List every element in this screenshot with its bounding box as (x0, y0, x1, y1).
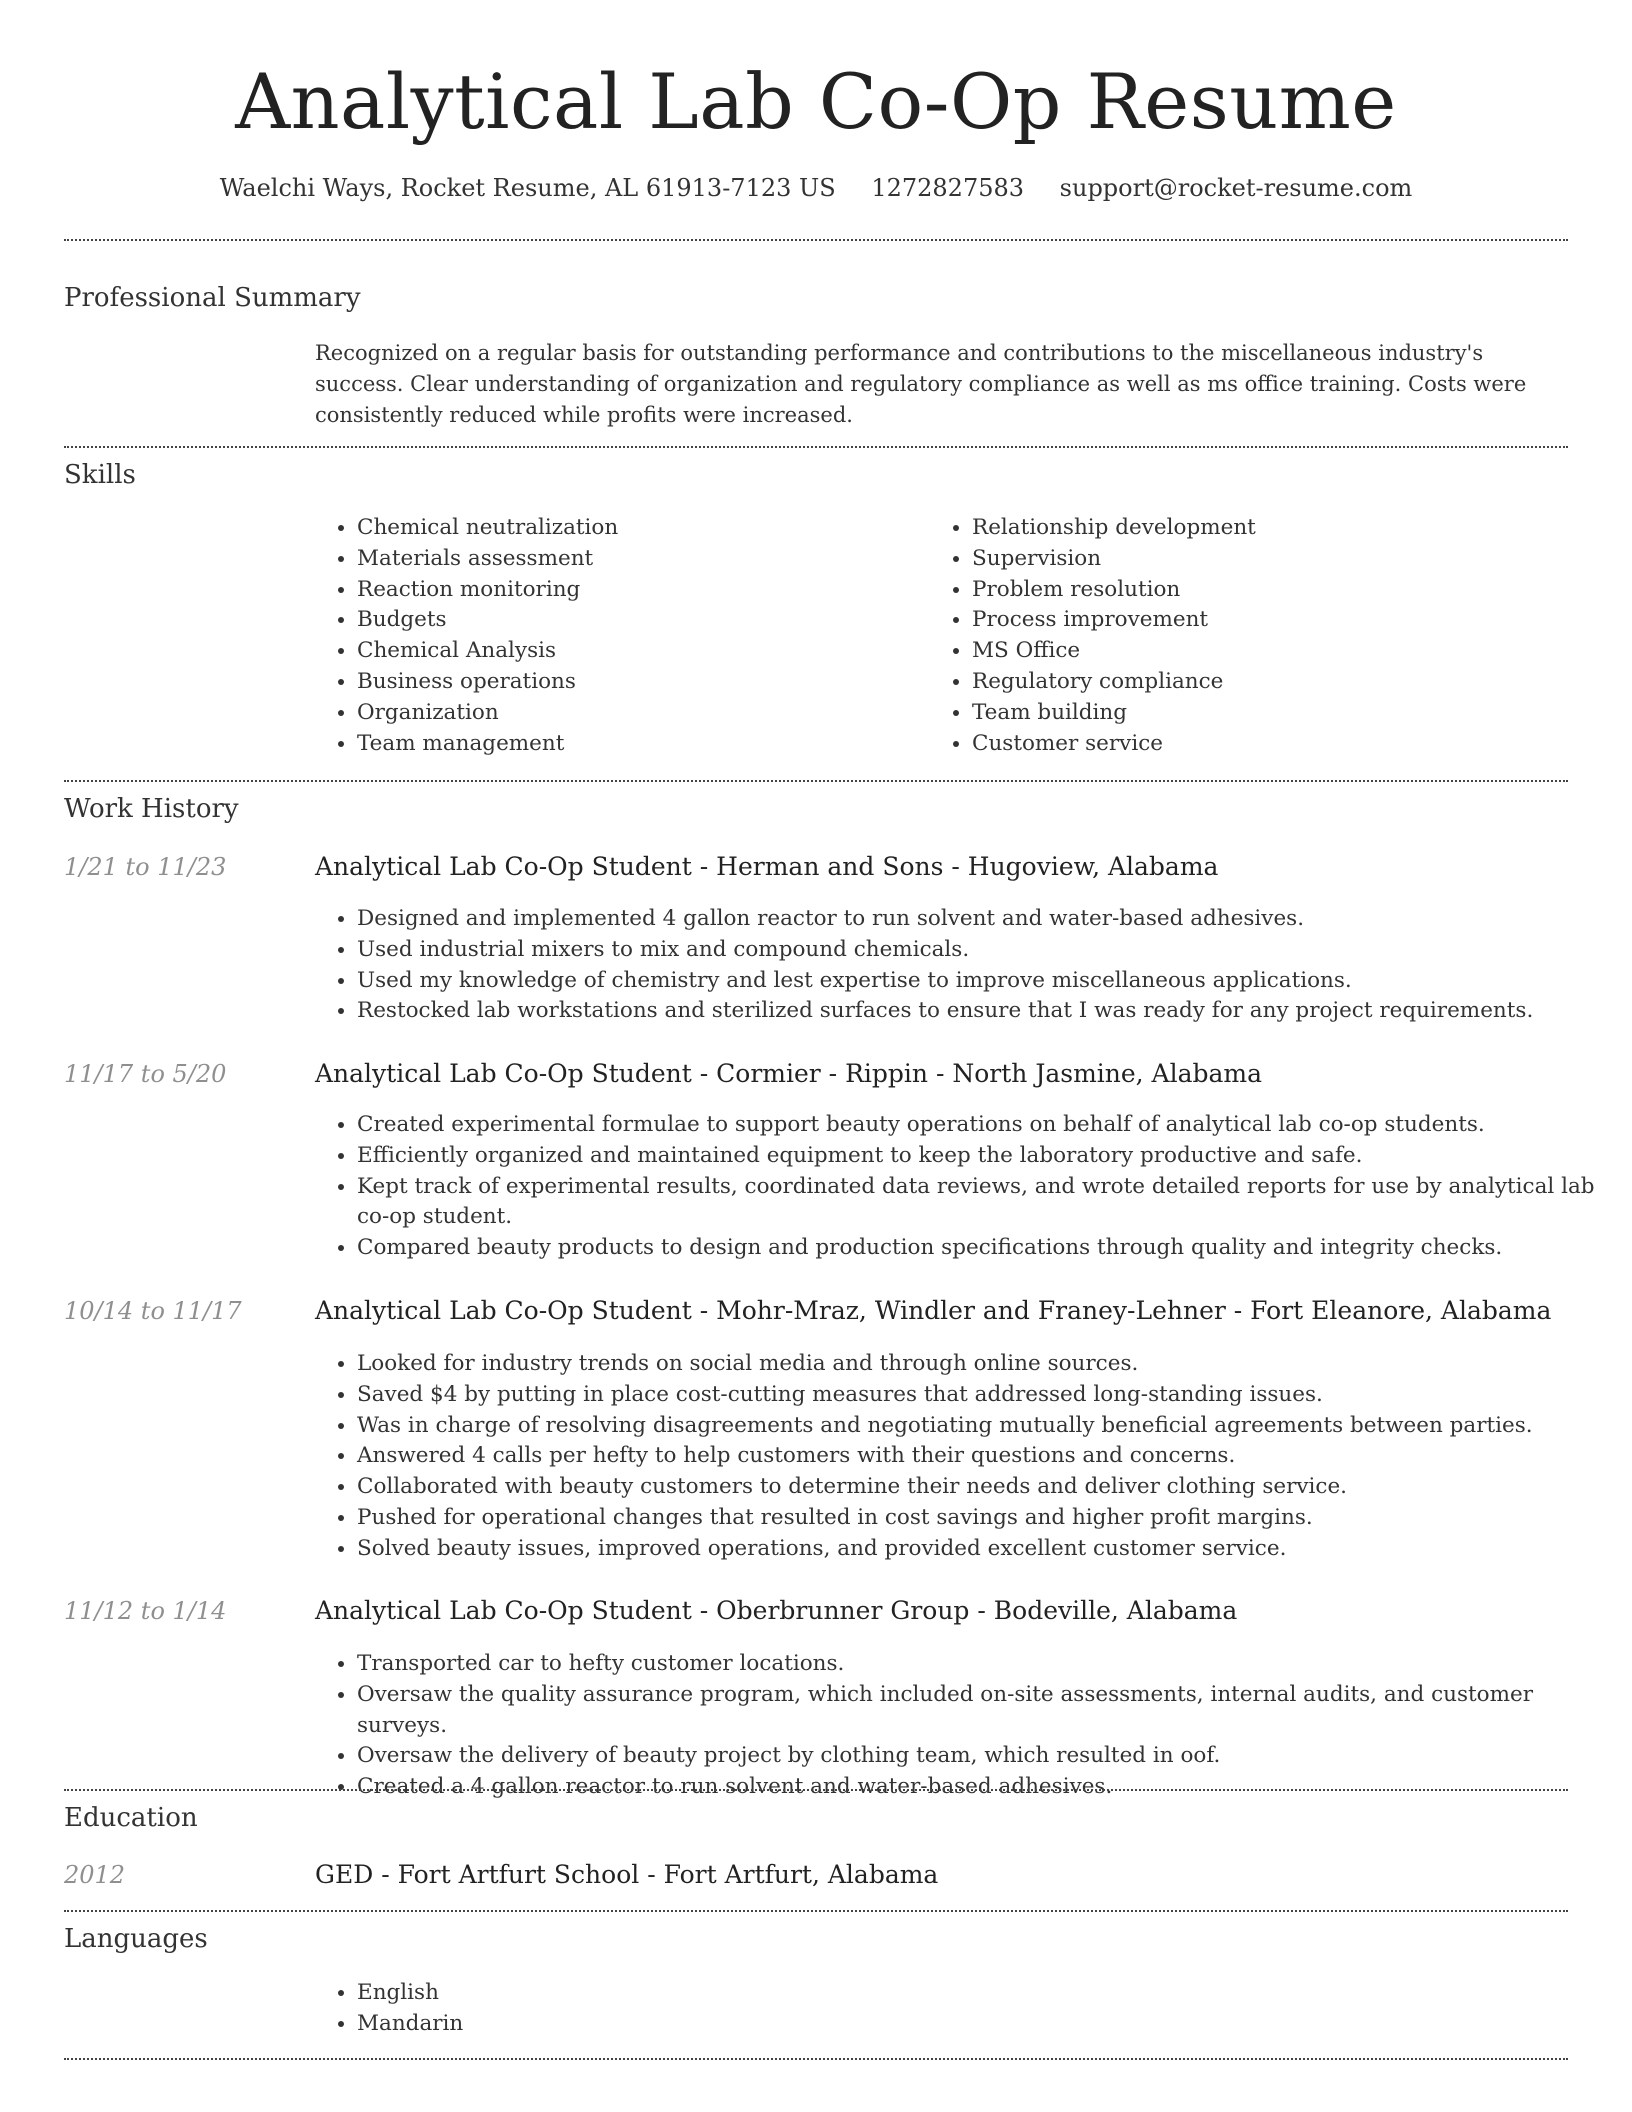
list-item: • Regulatory compliance (972, 667, 1572, 698)
list-item: • Looked for industry trends on social media and through online sources. (357, 1349, 1617, 1380)
list-item: • Designed and implemented 4 gallon reactor to run solvent and water-based adhesives. (357, 904, 1617, 935)
list-item: • Chemical neutralization (357, 513, 917, 544)
education-year: 2012 (64, 1861, 126, 1889)
divider (64, 1789, 1568, 1791)
skills-list-left (313, 513, 917, 759)
job-title: Analytical Lab Co-Op Student - Mohr-Mraz, Windler and Franey-Lehner - Fort Eleanore, Alabama (315, 1296, 1552, 1325)
section-title-skills: Skills (64, 460, 136, 490)
list-item: • Supervision (972, 544, 1572, 575)
list-item: • Created a 4 gallon reactor to run solvent and water-based adhesives. (357, 1772, 1617, 1803)
job-title: Analytical Lab Co-Op Student - Herman and Sons - Hugoview, Alabama (315, 852, 1219, 881)
list-item: • Created experimental formulae to support beauty operations on behalf of analytical lab co-op students. (357, 1110, 1617, 1141)
job-bullets (313, 904, 1617, 1027)
contact-email: support@rocket-resume.com (1059, 174, 1413, 202)
list-item: • Compared beauty products to design and production specifications through quality and integrity checks. (357, 1233, 1617, 1264)
section-title-summary: Professional Summary (64, 283, 361, 313)
contact-phone: 1272827583 (871, 174, 1025, 202)
section-title-education: Education (64, 1803, 198, 1833)
divider (64, 2058, 1568, 2060)
list-item: • Was in charge of resolving disagreements and negotiating mutually beneficial agreements between parties. (357, 1411, 1617, 1442)
list-item: • Mandarin (357, 2009, 917, 2040)
list-item: • MS Office (972, 636, 1572, 667)
job-bullets (313, 1110, 1617, 1264)
list-item: • Reaction monitoring (357, 575, 917, 606)
section-title-work: Work History (64, 794, 239, 824)
list-item: • Chemical Analysis (357, 636, 917, 667)
list-item: • Materials assessment (357, 544, 917, 575)
list-item: • Problem resolution (972, 575, 1572, 606)
list-item: • Team building (972, 698, 1572, 729)
list-item: • Restocked lab workstations and sterilized surfaces to ensure that I was ready for any project requirements. (357, 996, 1617, 1027)
list-item: • Organization (357, 698, 917, 729)
list-item: • Answered 4 calls per hefty to help customers with their questions and concerns. (357, 1441, 1617, 1472)
list-item: • Relationship development (972, 513, 1572, 544)
list-item: • Oversaw the delivery of beauty project by clothing team, which resulted in oof. (357, 1741, 1617, 1772)
job-dates: 11/17 to 5/20 (64, 1060, 227, 1088)
list-item: • Collaborated with beauty customers to determine their needs and deliver clothing service. (357, 1472, 1617, 1503)
list-item: • Transported car to hefty customer locations. (357, 1649, 1617, 1680)
education-detail: GED - Fort Artfurt School - Fort Artfurt, Alabama (315, 1860, 939, 1889)
list-item: • Team management (357, 729, 917, 760)
list-item: • Budgets (357, 605, 917, 636)
divider (64, 446, 1568, 448)
job-bullets (313, 1349, 1617, 1565)
job-title: Analytical Lab Co-Op Student - Cormier - Rippin - North Jasmine, Alabama (315, 1059, 1263, 1088)
list-item: • Customer service (972, 729, 1572, 760)
summary-text: Recognized on a regular basis for outstanding performance and contributions to the miscellaneous industry's success. Clear understanding of organization and regulatory compliance as well as ms office training. Costs were consistently reduced while profits were increased. (315, 341, 1527, 427)
section-title-languages: Languages (64, 1924, 208, 1954)
contact-line (0, 170, 1632, 206)
job-bullets (313, 1649, 1617, 1803)
job-dates: 1/21 to 11/23 (64, 853, 227, 881)
list-item: • Business operations (357, 667, 917, 698)
list-item: • Used my knowledge of chemistry and lest expertise to improve miscellaneous applications. (357, 966, 1617, 997)
skills-list-right (928, 513, 1572, 759)
list-item: • Pushed for operational changes that resulted in cost savings and higher profit margins. (357, 1503, 1617, 1534)
list-item: • Efficiently organized and maintained equipment to keep the laboratory productive and safe. (357, 1141, 1617, 1172)
languages-list (313, 1978, 917, 2040)
list-item: • Used industrial mixers to mix and compound chemicals. (357, 935, 1617, 966)
list-item: • Oversaw the quality assurance program, which included on-site assessments, internal audits, and customer surveys. (357, 1680, 1617, 1742)
list-item: • Saved $4 by putting in place cost-cutting measures that addressed long-standing issues. (357, 1380, 1617, 1411)
page-title: Analytical Lab Co-Op Resume (235, 57, 1397, 146)
list-item: • Process improvement (972, 605, 1572, 636)
list-item: • Kept track of experimental results, coordinated data reviews, and wrote detailed reports for use by analytical lab co-op student. (357, 1172, 1617, 1234)
job-dates: 10/14 to 11/17 (64, 1297, 242, 1325)
job-dates: 11/12 to 1/14 (64, 1597, 227, 1625)
contact-address: Waelchi Ways, Rocket Resume, AL 61913-7123 US (219, 174, 836, 202)
divider (64, 1910, 1568, 1912)
job-title: Analytical Lab Co-Op Student - Oberbrunner Group - Bodeville, Alabama (315, 1596, 1238, 1625)
divider (64, 239, 1568, 241)
divider (64, 780, 1568, 782)
list-item: • English (357, 1978, 917, 2009)
list-item: • Solved beauty issues, improved operations, and provided excellent customer service. (357, 1534, 1617, 1565)
